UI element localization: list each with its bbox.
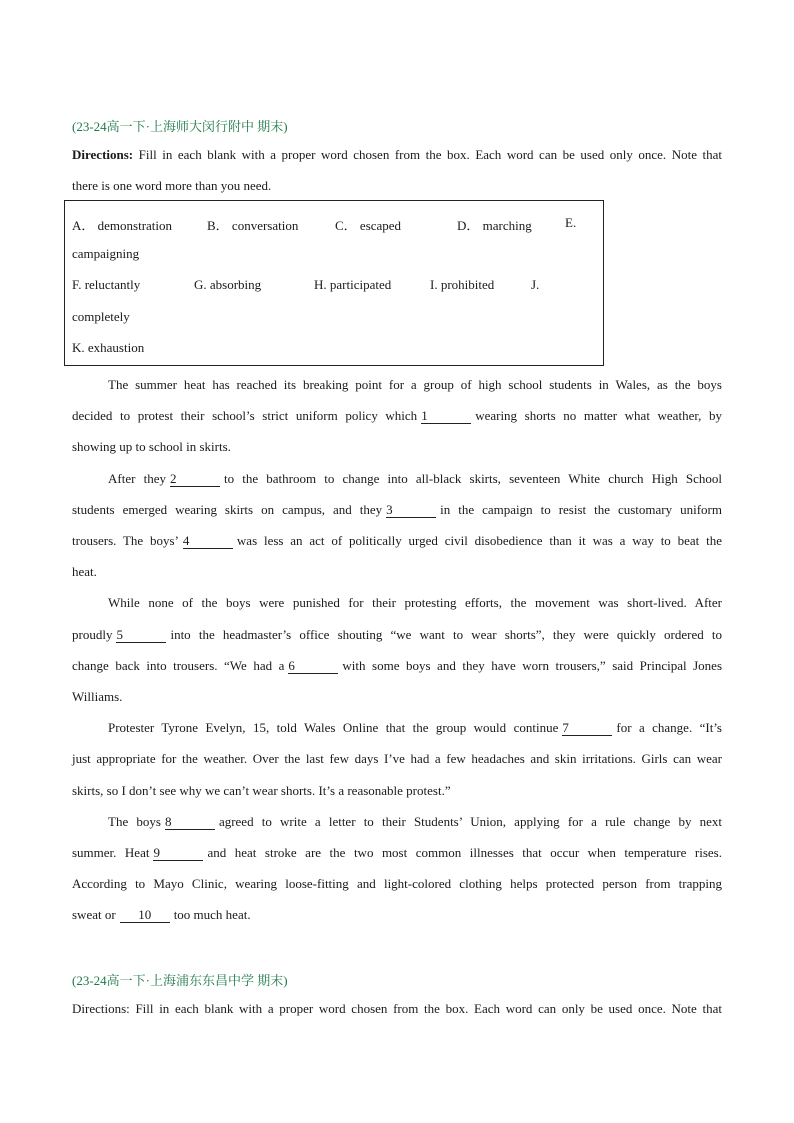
blank-7[interactable]: 7 [562, 721, 612, 736]
option-f: F. reluctantly [72, 277, 141, 292]
p1-line-3: showing up to school in skirts. [72, 439, 231, 454]
blank-2[interactable]: 2 [170, 472, 220, 487]
p2-line-4: heat. [72, 564, 97, 579]
option-j-word: completely [72, 309, 130, 324]
directions-line-2: there is one word more than you need. [72, 178, 272, 193]
p2-line-3: trousers. The boys’ 4 was less an act of politically urged civil disobedience than it was a way to beat the [72, 533, 722, 548]
option-c: C． escaped [335, 218, 402, 233]
source-label-2: (23-24高一下·上海浦东东昌中学 期末) [72, 973, 288, 988]
p5-line-2: summer. Heat 9 and heat stroke are the two most common illnesses that occur when temperature rises. [72, 845, 722, 860]
blank-6[interactable]: 6 [288, 659, 338, 674]
p4-line-3: skirts, so I don’t see why we can’t wear shorts. It’s a reasonable protest.” [72, 783, 451, 798]
option-e-word: campaigning [72, 246, 140, 261]
p2-line-2: students emerged wearing skirts on campus, and they 3 in the campaign to resist the customary uniform [72, 502, 722, 517]
p3-line-2: proudly 5 into the headmaster’s office shouting “we want to wear shorts”, they were quickly ordered to [72, 627, 722, 642]
p3-line-4: Williams. [72, 689, 123, 704]
p4-line-1: Protester Tyrone Evelyn, 15, told Wales Online that the group would continue 7 for a change. “It’s [108, 720, 722, 735]
option-k: K. exhaustion [72, 340, 145, 355]
directions-label: Directions: [72, 147, 134, 162]
blank-10[interactable]: 10 [120, 908, 170, 923]
directions-text: Fill in each blank with a proper word chosen from the box. Each word can be used only once. Note that [133, 147, 722, 162]
section2-directions-line-1: Directions: Fill in each blank with a proper word chosen from the box. Each word can only be used once. Note that [72, 1001, 722, 1016]
p5-line-1: The boys 8 agreed to write a letter to their Students’ Union, applying for a rule change by next [108, 814, 722, 829]
p1-line-1: The summer heat has reached its breaking point for a group of high school students in Wales, as the boys [108, 377, 722, 392]
p3-line-1: While none of the boys were punished for their protesting efforts, the movement was short-lived. After [108, 595, 722, 610]
p5-line-4: sweat or 10 too much heat. [72, 907, 251, 922]
directions-line-1 [72, 147, 722, 163]
p5-line-3: According to Mayo Clinic, wearing loose-fitting and light-colored clothing helps protected person from trapping [72, 876, 722, 891]
source-label: (23-24高一下·上海师大闵行附中 期末) [72, 119, 288, 134]
blank-9[interactable]: 9 [153, 846, 203, 861]
word-bank-box [64, 200, 604, 366]
option-g: G. absorbing [194, 277, 262, 292]
p3-line-3: change back into trousers. “We had a 6 with some boys and they have worn trousers,” said Principal Jones [72, 658, 722, 673]
option-e-letter: E. [565, 215, 577, 230]
blank-5[interactable]: 5 [116, 628, 166, 643]
p1-line-2: decided to protest their school’s strict uniform policy which 1 wearing shorts no matter what weather, by [72, 408, 722, 423]
option-j-letter: J. [531, 277, 540, 292]
option-d: D． marching [457, 218, 532, 233]
blank-8[interactable]: 8 [165, 815, 215, 830]
blank-4[interactable]: 4 [183, 534, 233, 549]
option-b: B． conversation [207, 218, 299, 233]
p4-line-2: just appropriate for the weather. Over the last few days I’ve had a few headaches and skin irritations. Girls can wear [72, 751, 722, 766]
blank-3[interactable]: 3 [386, 503, 436, 518]
option-h: H. participated [314, 277, 392, 292]
p2-line-1: After they 2 to the bathroom to change into all-black skirts, seventeen White church High School [108, 471, 722, 486]
option-a: A． demonstration [72, 218, 173, 233]
option-i: I. prohibited [430, 277, 495, 292]
blank-1[interactable]: 1 [421, 409, 471, 424]
